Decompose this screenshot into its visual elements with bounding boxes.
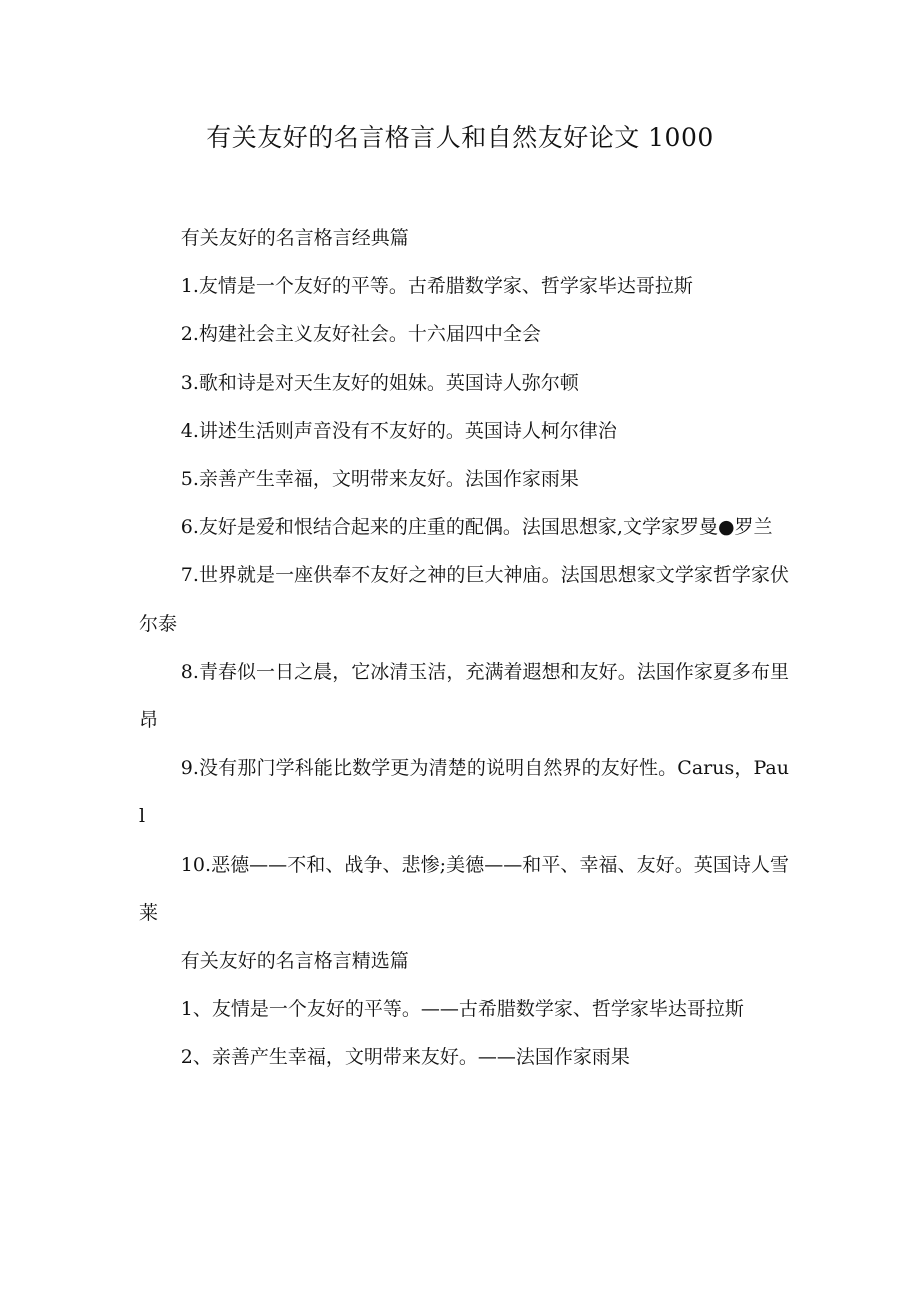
quote-item: 7.世界就是一座供奉不友好之神的巨大神庙。法国思想家文学家哲学家伏尔泰 bbox=[139, 564, 789, 635]
quote-item: 10.恶德——不和、战争、悲惨;美德——和平、幸福、友好。英国诗人雪莱 bbox=[139, 853, 789, 924]
quote-item: 8.青春似一日之晨，它冰清玉洁，充满着遐想和友好。法国作家夏多布里昂 bbox=[139, 660, 789, 732]
quote-item: 1、友情是一个友好的平等。——古希腊数学家、哲学家毕达哥拉斯 bbox=[180, 998, 744, 1021]
quote-item: 3.歌和诗是对天生友好的姐妹。英国诗人弥尔顿 bbox=[180, 371, 579, 394]
quote-item: 5.亲善产生幸福，文明带来友好。法国作家雨果 bbox=[180, 468, 579, 491]
quote-item: 2、亲善产生幸福，文明带来友好。——法国作家雨果 bbox=[180, 1046, 630, 1069]
document-title: 有关友好的名言格言人和自然友好论文 1000 bbox=[206, 123, 714, 152]
section-heading-selected: 有关友好的名言格言精选篇 bbox=[180, 950, 409, 973]
quote-item: 4.讲述生活则声音没有不友好的。英国诗人柯尔律治 bbox=[180, 419, 617, 442]
quote-item: 1.友情是一个友好的平等。古希腊数学家、哲学家毕达哥拉斯 bbox=[180, 275, 693, 298]
quote-item: 9.没有那门学科能比数学更为清楚的说明自然界的友好性。Carus，Paul bbox=[139, 757, 789, 828]
quote-item: 6.友好是爱和恨结合起来的庄重的配偶。法国思想家,文学家罗曼●罗兰 bbox=[180, 516, 773, 539]
document-body bbox=[139, 214, 789, 1082]
quote-item: 2.构建社会主义友好社会。十六届四中全会 bbox=[180, 323, 541, 346]
section-heading-classic: 有关友好的名言格言经典篇 bbox=[180, 227, 409, 249]
